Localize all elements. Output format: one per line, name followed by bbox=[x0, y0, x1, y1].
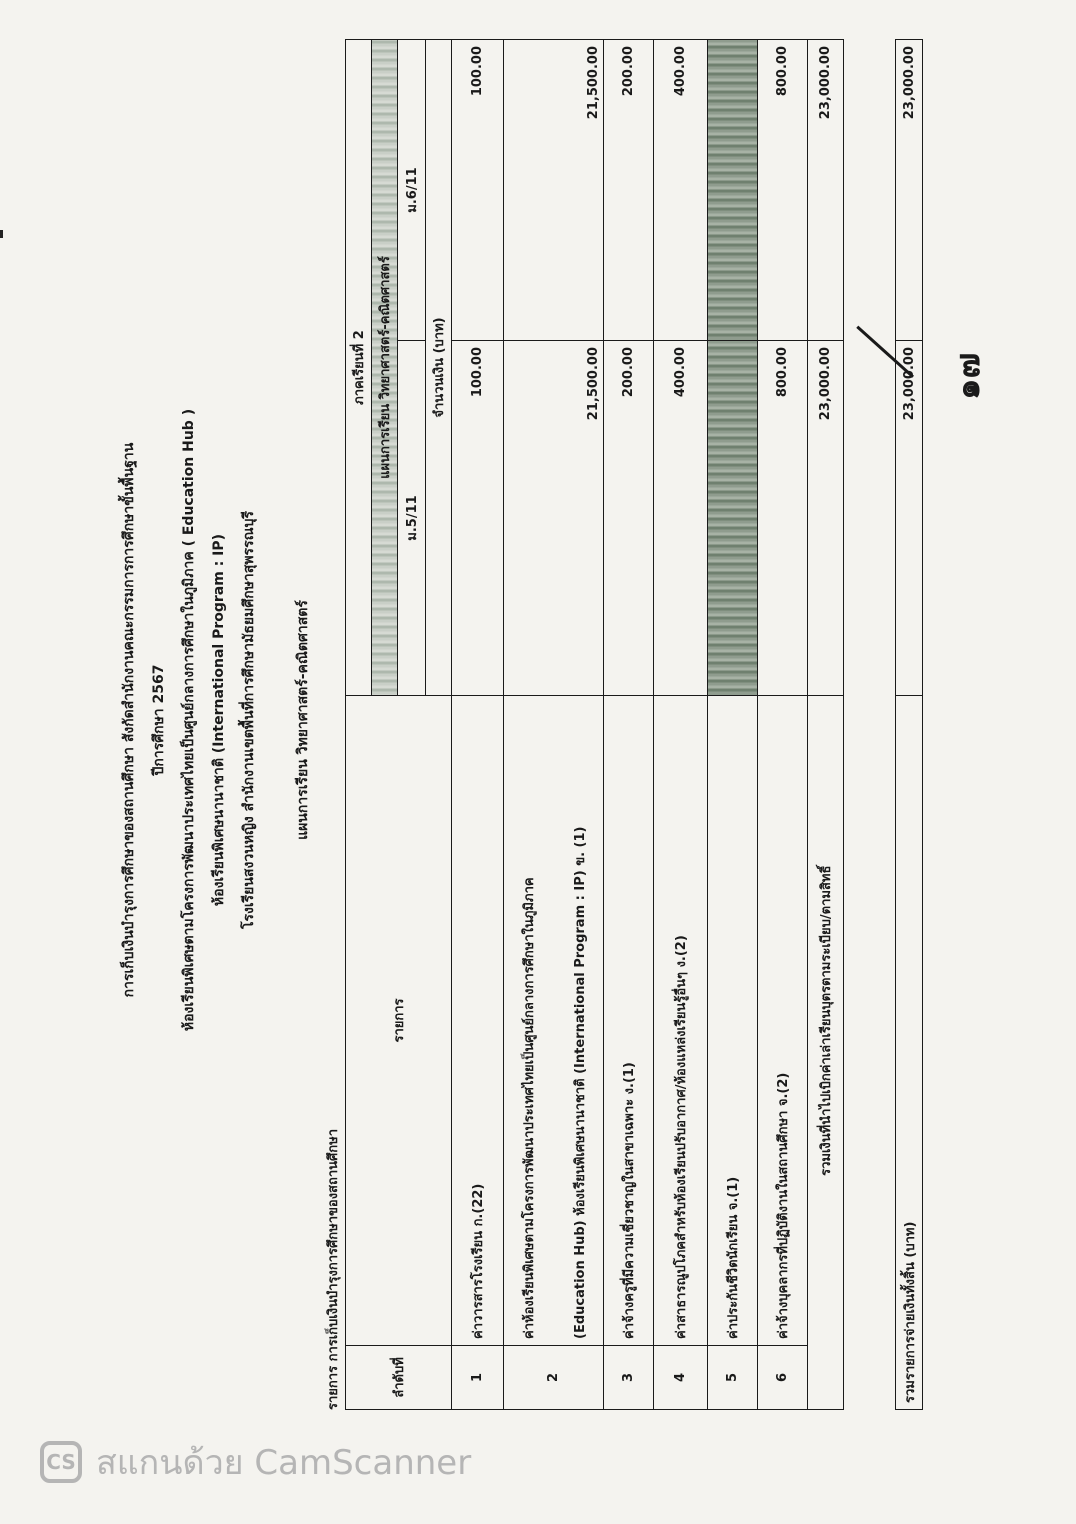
subtotal-label: รวมเงินที่นำไปเบิกค่าเล่าเรียนบุตรตามระเบียบ/ตามสิทธิ์ bbox=[808, 696, 844, 1346]
grade-header-m5: ม.5/11 bbox=[398, 341, 426, 696]
grade-header-m6: ม.6/11 bbox=[398, 40, 426, 341]
row-no: 1 bbox=[452, 1346, 504, 1410]
header-school: โรงเรียนสงวนหญิง สำนักงานเขตพื้นที่การศึกษามัธยมศึกษาสุพรรณบุรี bbox=[241, 511, 257, 930]
semester-header: ภาคเรียนที่ 2 bbox=[346, 40, 372, 696]
amount-header: จำนวนเงิน (บาท) bbox=[426, 40, 452, 696]
list-title: รายการ การเก็บเงินบำรุงการศึกษาของสถานศึกษา bbox=[326, 1128, 341, 1410]
row-amount-m6: 800.00 bbox=[758, 40, 808, 341]
row-no: 6 bbox=[758, 1346, 808, 1410]
grand-total-row bbox=[896, 40, 923, 1410]
row-amount-m5: 800.00 bbox=[758, 341, 808, 696]
table-row bbox=[452, 40, 504, 1410]
handwritten-signature: ๑๗ bbox=[948, 352, 988, 400]
grand-total-label: รวมรายการจ่ายเงินทั้งสิ้น (บาท) bbox=[896, 696, 923, 1410]
header-line-3: ห้องเรียนพิเศษตามโครงการพัฒนาประเทศไทยเป็นศูนย์กลางการศึกษาในภูมิภาค ( Education Hub ) bbox=[181, 408, 197, 1032]
camscanner-logo-icon: CS bbox=[40, 1441, 82, 1483]
row-item-line-2: (Education Hub) ห้องเรียนพิเศษนานาชาติ (International Program : IP) ข. (1) bbox=[572, 826, 588, 1339]
row-amount-m6: 21,500.00 bbox=[504, 40, 604, 341]
header-line-1: การเก็บเงินบำรุงการศึกษาของสถานศึกษา สังกัดสำนักงานคณะกรรมการการศึกษาขั้นพื้นฐาน bbox=[121, 442, 137, 998]
table-row bbox=[758, 40, 808, 1410]
table-row bbox=[504, 40, 604, 1410]
row-amount-m5: 100.00 bbox=[452, 341, 504, 696]
row-item: ค่าประกันชีวิตนักเรียน จ.(1) bbox=[708, 696, 758, 1346]
row-item-line-1: ค่าห้องเรียนพิเศษตามโครงการพัฒนาประเทศไทยเป็นศูนย์กลางการศึกษาในภูมิภาค bbox=[521, 877, 537, 1339]
table-row bbox=[654, 40, 708, 1410]
row-amount-m6: 100.00 bbox=[452, 40, 504, 341]
subtotal-row bbox=[808, 40, 844, 1410]
header-academic-year: ปีการศึกษา 2567 bbox=[151, 664, 167, 776]
row-no: 2 bbox=[504, 1346, 604, 1410]
row-item: ค่าจ้างบุคลากรที่ปฏิบัติงานในสถานศึกษา จ.(2) bbox=[758, 696, 808, 1346]
fee-table bbox=[345, 39, 844, 1410]
grand-total-m5: 23,000.00 bbox=[896, 341, 923, 696]
row-amount-m6-shaded bbox=[708, 40, 758, 341]
table-row bbox=[708, 40, 758, 1410]
table-row bbox=[604, 40, 654, 1410]
camscanner-watermark bbox=[40, 1440, 471, 1484]
header-line-4: ห้องเรียนพิเศษนานาชาติ (International Program : IP) bbox=[211, 533, 227, 907]
row-item: ค่าสาธารณูปโภคสำหรับห้องเรียนปรับอากาศ/ห้องแหล่งเรียนรู้อื่นๆ ง.(2) bbox=[654, 696, 708, 1346]
row-item: ค่าจ้างครูที่มีความเชี่ยวชาญในสาขาเฉพาะ ง.(1) bbox=[604, 696, 654, 1346]
row-no: 5 bbox=[708, 1346, 758, 1410]
row-amount-m6: 400.00 bbox=[654, 40, 708, 341]
row-amount-m5: 21,500.00 bbox=[504, 341, 604, 696]
subtotal-m6: 23,000.00 bbox=[808, 40, 844, 341]
grand-total-m6: 23,000.00 bbox=[896, 40, 923, 341]
grand-total-table bbox=[895, 39, 923, 1410]
header-program: แผนการเรียน วิทยาศาสตร์-คณิตศาสตร์ bbox=[295, 600, 311, 840]
watermark-text: สแกนด้วย CamScanner bbox=[96, 1443, 472, 1483]
plan-header: แผนการเรียน วิทยาศาสตร์-คณิตศาสตร์ bbox=[372, 40, 398, 696]
row-item bbox=[504, 696, 604, 1346]
row-item: ค่าวารสารโรงเรียน ก.(22) bbox=[452, 696, 504, 1346]
row-amount-m5-shaded bbox=[708, 341, 758, 696]
row-amount-m5: 200.00 bbox=[604, 341, 654, 696]
col-header-item: รายการ bbox=[346, 696, 452, 1346]
row-amount-m5: 400.00 bbox=[654, 341, 708, 696]
row-amount-m6: 200.00 bbox=[604, 40, 654, 341]
col-header-no: ลำดับที่ bbox=[346, 1346, 452, 1410]
row-no: 4 bbox=[654, 1346, 708, 1410]
subtotal-spacer bbox=[808, 1346, 844, 1410]
row-no: 3 bbox=[604, 1346, 654, 1410]
subtotal-m5: 23,000.00 bbox=[808, 341, 844, 696]
